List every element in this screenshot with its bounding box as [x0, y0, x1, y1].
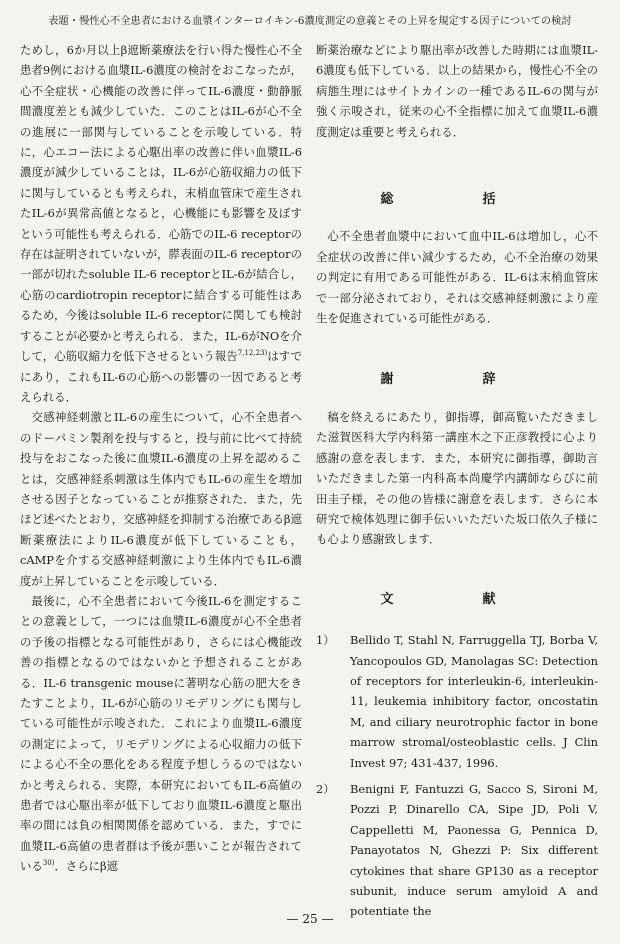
- running-title: 表題・慢性心不全患者における血漿インターロイキン-6濃度測定の意義とその上昇を規定する因子についての検討: [48, 16, 572, 27]
- body-paragraph: 断薬治療などにより駆出率が改善した時期には血漿IL-6濃度も低下している．以上の結果から，慢性心不全の病態生理にはサイトカインの一種であるIL-6の関与が強く示唆され，従来の心不全指標に加えて血漿IL-6濃度測定は重要と考えられる．: [316, 43, 598, 139]
- reference-text: Bellido T, Stahl N, Farruggella TJ, Borba V, Yancopoulos GD, Manolagas SC: Detection of receptors for interleukin-6, interleukin-11, leukemia inhibitory factor, oncostatin M, and ciliary neurotrophic factor in bone marrow stromal/osteoblastic cells. J Clin Invest 97; 431-437, 1996.: [350, 633, 598, 770]
- body-paragraph: 交感神経刺激とIL-6の産生について，心不全患者へのドーパミン製剤を投与すると，投与前に比べて持続投与をおこなった後に血漿IL-6濃度の上昇を認めることは，交感神経系刺激は生体内でもIL-6の産生を増加させる因子となっていることが推察された．また，先ほど述べたとおり，交感神経を抑制する治療であるβ遮断薬療法によりIL-6濃度が低下していることも，cAMPを介する交感神経刺激により生体内でもIL-6濃度が上昇していることを示唆している．: [20, 410, 302, 588]
- reference-item: [316, 630, 598, 773]
- page-number: — 25 —: [286, 912, 334, 926]
- reference-number: 2）: [316, 781, 335, 796]
- acknowledgment-text: 稿を終えるにあたり，御指導，御高覧いただきました滋賀医科大学内科第一講座木之下正彦教授に心より感謝の意を表します．また，本研究に御指導，御助言いただきました第一内科髙本尚慶学内講師ならびに前田圭子様，その他の皆様に謝意を表します．さらに本研究で検体処理に御手伝いいただいた坂口依久子様にも心より感謝致します．: [316, 409, 598, 547]
- summary-text: 心不全患者血漿中において血中IL-6は増加し，心不全症状の改善に伴い減少するため，心不全治療の効果の判定に有用である可能性がある．IL-6は末梢血管床で一部分泌されており，それは交感神経刺激により産生を促進されている可能性がある．: [316, 229, 598, 326]
- reference-item: [316, 779, 598, 922]
- reference-number: 1）: [316, 633, 335, 648]
- body-paragraph: ためし，6か月以上β遮断薬療法を行い得た慢性心不全患者9例における血漿IL-6濃度の検討をおこなったが，心不全症状・心機能の改善に伴ってIL-6濃度・動静脈間濃度差とも減少していた．このことはIL-6が心不全の進展に一部関与していることを示唆している．特に，心エコー法による心駆出率の改善に伴い血漿IL-6濃度が減少していることは，IL-6が心筋収縮力の低下に関与しているとも考えられ，末梢血管床で産生されたIL-6が異常高値となると，心機能にも影響を及ぼすという可能性も考えられる．心筋でのIL-6 receptorの存在は証明されていないが，膵表面のIL-6 receptorの一部が切れたsoluble IL-6 receptorとIL-6が結合し，心筋のcardiotropin receptorに結合する可能性はあるため，今後はsoluble IL-6 receptorに関しても検討することが必要かと考えられる．また，IL-6がNOを介して，心筋収縮力を低下させるという報告$^{7,12,23)}$はすでにあり，これもIL-6の心筋への影響の一因であると考えられる．: [20, 43, 302, 404]
- right-column: [316, 40, 598, 922]
- reference-list: [316, 630, 598, 922]
- section-title-summary: 総 括: [380, 192, 534, 208]
- left-column: [20, 40, 302, 877]
- reference-text: Benigni F, Fantuzzi G, Sacco S, Sironi M, Pozzi P, Dinarello CA, Sipe JD, Poli V, Cappelletti M, Paonessa G, Pennica D, Panayotatos N, Ghezzi P: Six different cytokines that share GP130 as a receptor subunit, induce serum amyloid A and potentiate the: [350, 781, 598, 919]
- citation-ref: 30): [42, 859, 55, 868]
- citation-ref: 7,12,23): [237, 349, 268, 358]
- body-paragraph: 最後に，心不全患者において今後IL-6を測定することの意義として，一つには血漿IL-6濃度が心不全患者の予後の指標となる可能性があり，さらには心機能改善の指標となるのではないかと予想されることがある．IL-6 transgenic mouseに著明な心筋の肥大をきたすことより，IL-6が心筋のリモデリングにも関与している可能性が示唆された．これにより血漿IL-6濃度の測定によって，リモデリングによる心収縮力の低下による心不全の悪化をある程度予想しうるのではないかと考えられる．実際，本研究においてもIL-6高値の患者では心駆出率が低下しており血漿IL-6濃度と駆出率の間には負の相関関係を認めている．また，すでに血漿IL-6高値の患者群は予後が悪いことが報告されている$^{30)}$．さらにβ遮: [20, 593, 302, 874]
- section-title-references: 文 献: [380, 591, 534, 607]
- section-title-acknowledgment: 謝 辞: [380, 372, 534, 388]
